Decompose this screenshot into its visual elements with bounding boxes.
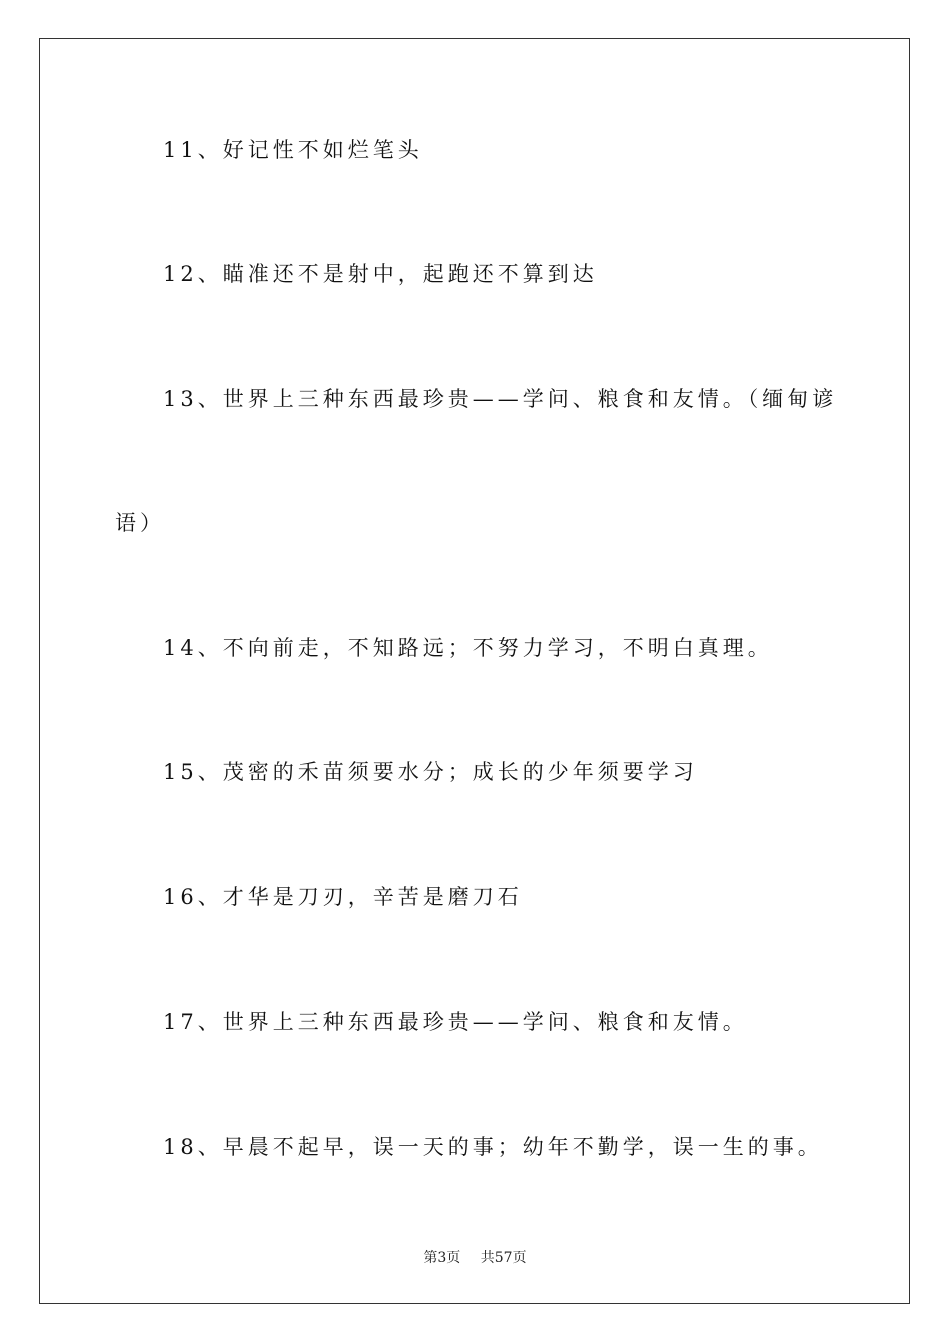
text-line-11: 11、好记性不如烂笔头 <box>163 138 423 162</box>
text-line-16: 16、才华是刀刃，辛苦是磨刀石 <box>163 885 523 909</box>
page-total: 共57页 <box>480 1250 527 1266</box>
text-line-18: 18、早晨不起早，误一天的事；幼年不勤学，误一生的事。 <box>163 1135 823 1159</box>
text-line-13: 13、世界上三种东西最珍贵——学问、粮食和友情。（缅甸谚 <box>163 387 838 411</box>
text-line-17: 17、世界上三种东西最珍贵——学问、粮食和友情。 <box>163 1010 748 1034</box>
text-line-14: 14、不向前走，不知路远；不努力学习，不明白真理。 <box>163 636 773 660</box>
page-frame <box>39 38 910 1304</box>
text-line-13-continued: 语） <box>115 511 165 535</box>
page-footer <box>0 1247 950 1267</box>
text-line-15: 15、茂密的禾苗须要水分；成长的少年须要学习 <box>163 760 698 784</box>
page-number: 第3页 <box>423 1250 461 1266</box>
text-line-12: 12、瞄准还不是射中，起跑还不算到达 <box>163 262 598 286</box>
